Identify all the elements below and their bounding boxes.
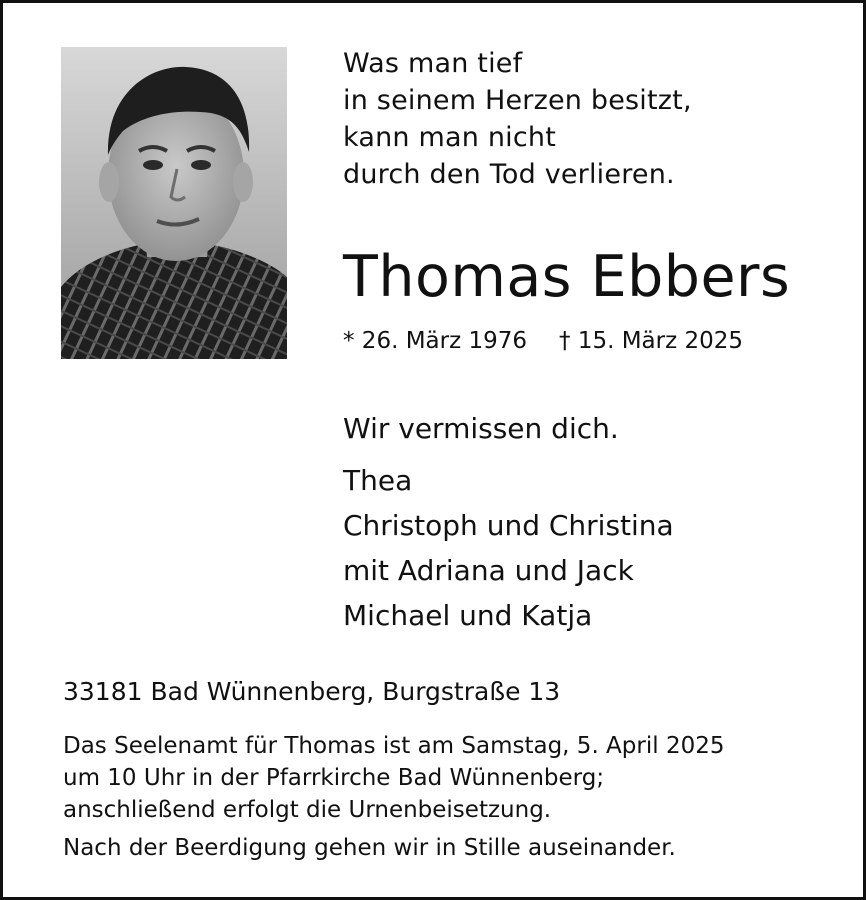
- mourner: Thea: [343, 464, 413, 497]
- mourners-list: [343, 458, 674, 638]
- memorial-quote: [343, 45, 692, 193]
- quote-line: in seinem Herzen besitzt,: [343, 85, 692, 116]
- death-date: † 15. März 2025: [559, 328, 744, 354]
- portrait-photo: [61, 47, 287, 359]
- family-address: 33181 Bad Wünnenberg, Burgstraße 13: [63, 677, 561, 706]
- service-line: um 10 Uhr in der Pfarrkirche Bad Wünnenberg;: [63, 765, 605, 791]
- mourner: Michael und Katja: [343, 599, 593, 632]
- service-line: Das Seelenamt für Thomas ist am Samstag, 5. April 2025: [63, 733, 725, 759]
- life-dates: [343, 325, 743, 357]
- service-information: [63, 730, 724, 826]
- deceased-name: Thomas Ebbers: [343, 244, 791, 310]
- mourner: Christoph und Christina: [343, 509, 674, 542]
- birth-date: * 26. März 1976: [343, 328, 528, 354]
- service-line: anschließend erfolgt die Urnenbeisetzung.: [63, 797, 552, 823]
- quote-line: Was man tief: [343, 48, 523, 79]
- farewell-message: Wir vermissen dich.: [343, 412, 619, 445]
- mourner: mit Adriana und Jack: [343, 554, 634, 587]
- quote-line: durch den Tod verlieren.: [343, 159, 675, 190]
- quote-line: kann man nicht: [343, 122, 557, 153]
- closing-note: Nach der Beerdigung gehen wir in Stille auseinander.: [63, 835, 676, 861]
